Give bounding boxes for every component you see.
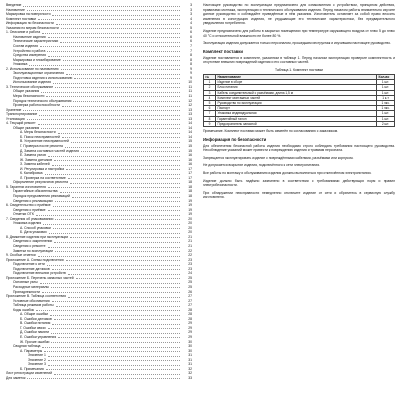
column-header: Кол-во [377, 74, 395, 79]
toc-entry-title: Для заметок [6, 375, 26, 380]
toc-entry-page: 21 [188, 244, 192, 249]
toc-entry-title: Сведения о приёмке [13, 207, 46, 212]
toc-entry-page: 7 [190, 48, 192, 53]
intro-paragraph-1: Настоящее руководство по эксплуатации предназначено для ознакомления с устройством, принципом действия, правилами монтажа, эксплуатации и технического обслуживания изделия. Перед началом работы внимательно изучите данное руководство и соблюдайте приведённые в нём указания. Изготовитель оставляет за собой право вносить изменения в конструкцию изделия, не ухудшающие его технические характеристики, без предварительного уведомления потребителя. [203, 3, 395, 26]
table-cell: Руководство по эксплуатации [216, 100, 377, 105]
toc-entry-page: 18 [188, 194, 192, 199]
toc-entry-title: А. Общие ошибки [20, 312, 49, 317]
toc-entry-page: 31 [188, 357, 192, 362]
toc-leader-dots [41, 92, 180, 93]
toc-entry-title: Подключение к сети [13, 262, 45, 267]
table-cell: 1 шт. [377, 90, 395, 95]
toc-leader-dots [27, 119, 180, 120]
toc-entry-page: 30 [188, 344, 192, 349]
toc-leader-dots [46, 96, 180, 97]
toc-entry-page: 19 [188, 198, 192, 203]
toc-leader-dots [41, 128, 180, 129]
complete-set-text: Изделие поставляется в комплекте, указанном в таблице 1. Перед началом эксплуатации проверьте комплектность и отсутствие внешних повреждений изделия и его составных частей. [203, 55, 395, 65]
toc-entry-title: И. Регулировка и настройка [20, 166, 64, 171]
toc-entry-title: 4. Текущий ремонт [6, 121, 36, 126]
toc-entry-page: 9 [190, 71, 192, 76]
table-cell: 1 экз. [377, 106, 395, 111]
toc-entry-title: Общие указания [13, 89, 40, 94]
toc-entry-title: Б. Дата упаковки [20, 230, 47, 235]
toc-entry-page: 20 [188, 230, 192, 235]
intro-paragraph-3: Эксплуатация изделия допускается только персоналом, прошедшим инструктаж и изучившим настоящее руководство. [203, 41, 391, 46]
toc-entry-page: 23 [188, 266, 192, 271]
toc-leader-dots [55, 251, 180, 252]
toc-leader-dots [39, 115, 180, 116]
toc-leader-dots [29, 65, 180, 66]
toc-entry-page: 3 [190, 12, 192, 17]
toc-leader-dots [27, 10, 180, 11]
safety-paragraph: Все работы по монтажу и обслуживанию изделия должны выполняться при отключённом электропитании. [203, 170, 372, 175]
table-cell: 1 [204, 80, 216, 85]
toc-leader-dots [49, 233, 180, 234]
toc-entry-title: Сведения о рекламациях [13, 198, 54, 203]
toc-entry-page: 5 [190, 25, 192, 30]
toc-leader-dots [53, 228, 180, 229]
toc-entry-title: 7. Сведения об упаковывании [6, 216, 54, 221]
toc-entry-page: 14 [188, 121, 192, 126]
toc-leader-dots [81, 151, 180, 152]
table-cell: 2 [204, 85, 216, 90]
toc-entry-title: Таблица режимов работы [13, 303, 54, 308]
toc-entry-page: 21 [188, 234, 192, 239]
toc-leader-dots [58, 337, 180, 338]
toc-entry-title: Б. Примечания [20, 366, 44, 371]
toc-entry-title: Хранение [6, 107, 22, 112]
toc-entry-title: Г. Проверка после ремонта [20, 144, 63, 148]
toc-leader-dots [62, 106, 180, 107]
table-cell: Паспорт [216, 106, 377, 111]
toc-leader-dots [52, 15, 180, 16]
toc-entry-page: 3 [190, 3, 192, 8]
toc-entry-page: 25 [188, 284, 192, 289]
toc-entry-title: Эксплуатационные ограничения [13, 71, 64, 76]
toc-leader-dots [38, 256, 180, 257]
toc-leader-dots [43, 224, 180, 225]
toc-entry-title: Значение 1 [28, 353, 46, 358]
toc-entry-title: Сводная таблица [13, 344, 41, 349]
toc-leader-dots [46, 369, 180, 370]
toc-entry-title: Общие указания [13, 125, 40, 130]
toc-entry-page: 13 [188, 112, 192, 117]
toc-entry-title: Сведения о ремонте [13, 244, 46, 249]
toc-leader-dots [48, 56, 180, 57]
toc-leader-dots [48, 356, 180, 357]
toc-entry-page: 8 [190, 62, 192, 67]
toc-entry-title: Проверка работоспособности [13, 103, 60, 108]
toc-entry-page: 10 [188, 80, 192, 85]
toc-entry-title: Д. Замена составных частей изделия [20, 148, 79, 153]
toc-leader-dots [54, 374, 180, 375]
toc-leader-dots [42, 33, 180, 34]
toc-entry-page: 29 [188, 321, 192, 326]
toc-entry-page: 4 [190, 16, 192, 21]
toc-entry-page: 16 [188, 162, 192, 167]
toc-entry-title: Комплект поставки [6, 16, 36, 21]
toc-entry-page: 25 [188, 275, 192, 280]
toc-leader-dots [53, 206, 180, 207]
toc-entry-title: Подключение датчиков [13, 266, 50, 271]
toc-entry-page: 22 [188, 253, 192, 258]
safety-paragraph: Не допускается вскрытие изделия, подключённого к сети электропитания. [203, 163, 320, 168]
toc-entry-title: Коды ошибок [13, 307, 34, 312]
toc-leader-dots [55, 201, 180, 202]
toc-entry-title: А. Параметры [20, 348, 43, 353]
toc-leader-dots [52, 324, 180, 325]
toc-leader-dots [51, 287, 180, 288]
toc-leader-dots [54, 319, 180, 320]
toc-entry-title: Средства измерения [13, 53, 47, 58]
toc-leader-dots [72, 197, 180, 198]
toc-leader-dots [56, 24, 180, 25]
complete-set-heading: Комплект поставки [203, 48, 243, 54]
toc-entry-title: Лист регистрации изменений [6, 371, 52, 376]
table-cell: 1 к-т [377, 95, 395, 100]
table-cell: Гарантийный талон [216, 116, 377, 121]
toc-entry-title: Назначение [6, 7, 25, 12]
table-cell: Комплект монтажных частей [216, 95, 377, 100]
toc-entry-title: Сведения о закреплении [13, 239, 53, 244]
toc-entry-title: Л. Проверка на соответствие [20, 175, 66, 180]
table-cell: Упаковка индивидуальная [216, 111, 377, 116]
table-cell: Изделие в сборе [216, 80, 377, 85]
toc-leader-dots [73, 101, 180, 102]
toc-entry-title: З. Замена кабелей [20, 162, 50, 167]
toc-leader-dots [50, 315, 180, 316]
toc-leader-dots [66, 260, 180, 261]
toc-leader-dots [44, 351, 180, 352]
toc-entry-page: 32 [188, 371, 192, 376]
toc-entry-title: 6. Свидетельство о приёмке [6, 203, 51, 208]
toc-entry-title: 5. Гарантии изготовителя [6, 184, 46, 189]
toc-entry-title: Введение [6, 3, 22, 8]
toc-entry-page: 8 [190, 57, 192, 62]
toc-entry-page: 18 [188, 189, 192, 194]
toc-leader-dots [48, 360, 180, 361]
toc-entry-title: Указания по мерам безопасности [6, 25, 59, 30]
toc-leader-dots [45, 174, 180, 175]
toc-entry-title: В. Ошибки питания [20, 321, 51, 326]
toc-entry-title: Подготовка изделия к использованию [13, 75, 73, 80]
toc-entry-page: 27 [188, 298, 192, 303]
toc-entry-title: Расходные материалы [13, 284, 49, 289]
table-cell: 3 [204, 90, 216, 95]
toc-entry-title: Назначение изделия [13, 34, 46, 39]
table-cell: 1 шт. [377, 111, 395, 116]
toc-leader-dots [63, 60, 180, 61]
toc-entry-page: 8 [190, 53, 192, 58]
toc-entry-title: В. Устранение неисправностей [20, 139, 69, 144]
toc-entry-page: 28 [188, 307, 192, 312]
complete-set-table [203, 74, 395, 127]
toc-entry-title: Ж. Прочие ошибки [20, 339, 50, 344]
toc-leader-dots [71, 142, 180, 143]
toc-leader-dots [23, 6, 180, 7]
toc-leader-dots [52, 165, 180, 166]
toc-entry[interactable] [6, 376, 192, 381]
toc-entry-page: 19 [188, 212, 192, 217]
body-column [203, 3, 395, 203]
toc-entry-page: 16 [188, 153, 192, 158]
table-of-contents [6, 3, 192, 380]
toc-leader-dots [42, 347, 180, 348]
toc-leader-dots [76, 278, 180, 279]
table-note: Примечание. Комплект поставки может быть изменён по согласованию с заказчиком. [203, 128, 339, 133]
toc-entry-title: Меры безопасности [13, 93, 45, 98]
toc-entry-title: Е. Ошибки управления [20, 334, 57, 339]
toc-leader-dots [70, 237, 180, 238]
toc-entry-title: К. Калибровка [20, 171, 43, 176]
table-cell: 1 шт. [377, 85, 395, 90]
toc-leader-dots [36, 215, 180, 216]
toc-entry-title: Маркировка и пломбирование [13, 57, 61, 62]
table-cell: 2 шт. [377, 121, 395, 126]
toc-leader-dots [48, 156, 180, 157]
toc-entry-page: 18 [188, 184, 192, 189]
toc-entry-title: Устройство и работа [13, 48, 46, 53]
toc-leader-dots [70, 183, 180, 184]
toc-entry-title: Упаковка [13, 62, 28, 67]
toc-leader-dots [61, 28, 180, 29]
toc-entry-page: 25 [188, 280, 192, 285]
safety-paragraph: Запрещается эксплуатировать изделие с повреждёнными кабелями, разъёмами или корпусом. [203, 155, 354, 160]
toc-entry-title: Упаковка изделия [13, 221, 42, 226]
table-cell: Кабель соединительный с разъёмами, длина 1,5 м [216, 90, 377, 95]
toc-entry-title: Использование изделия [13, 80, 52, 85]
toc-leader-dots [60, 42, 180, 43]
intro-paragraph-2: Изделие предназначено для работы в закрытых помещениях при температуре окружающего воздуха от плюс 5 до плюс 40 °С и относительной влажности не более 80 %. [203, 28, 395, 38]
toc-entry-page: 9 [190, 75, 192, 80]
toc-entry-page: 31 [188, 362, 192, 367]
toc-entry-title: Значение 3 [28, 362, 46, 367]
toc-entry-page: 16 [188, 157, 192, 162]
toc-entry-page: 14 [188, 134, 192, 139]
toc-entry-page: 13 [188, 107, 192, 112]
toc-entry-page: 20 [188, 225, 192, 230]
toc-leader-dots [40, 283, 180, 284]
toc-entry-page: 6 [190, 30, 192, 35]
toc-leader-dots [51, 342, 180, 343]
toc-entry-page: 32 [188, 366, 192, 371]
toc-entry-title: Утилизация [6, 116, 25, 121]
toc-leader-dots [48, 37, 180, 38]
toc-entry-page: 15 [188, 144, 192, 148]
toc-leader-dots [38, 19, 180, 20]
toc-leader-dots [52, 269, 180, 270]
toc-leader-dots [27, 378, 180, 379]
toc-leader-dots [58, 133, 180, 134]
toc-entry-title: Заметки по эксплуатации [13, 248, 53, 253]
toc-entry-page: 29 [188, 325, 192, 330]
toc-entry-page: 15 [188, 139, 192, 144]
table-cell: Предохранитель запасной [216, 121, 377, 126]
toc-entry-page: 11 [188, 89, 192, 94]
toc-entry-page: 11 [188, 93, 192, 98]
toc-leader-dots [48, 187, 180, 188]
toc-entry-page: 28 [188, 312, 192, 317]
toc-entry-page: 12 [188, 98, 192, 103]
toc-entry-page: 9 [190, 66, 192, 71]
toc-leader-dots [36, 310, 180, 311]
toc-leader-dots [47, 265, 180, 266]
toc-entry-title: Основные узлы [13, 280, 38, 285]
toc-entry-title: Гарантийные обязательства [13, 189, 58, 194]
toc-entry-page: 20 [188, 216, 192, 221]
toc-entry-page: 14 [188, 130, 192, 135]
toc-leader-dots [60, 192, 180, 193]
toc-entry-title: Значение 2 [28, 357, 46, 362]
toc-entry-page: 13 [188, 116, 192, 121]
toc-leader-dots [48, 328, 180, 329]
toc-entry-page: 26 [188, 289, 192, 294]
toc-leader-dots [68, 297, 180, 298]
toc-entry-title: 2. Использование по назначению [6, 66, 59, 71]
toc-entry-title: 1. Описание и работа [6, 30, 41, 35]
toc-leader-dots [47, 51, 180, 52]
toc-leader-dots [48, 247, 180, 248]
toc-entry-page: 15 [188, 148, 192, 153]
table-row [204, 121, 395, 126]
toc-leader-dots [68, 274, 180, 275]
toc-leader-dots [61, 69, 180, 70]
toc-entry-page: 11 [188, 84, 192, 89]
toc-entry-page: 19 [188, 207, 192, 212]
toc-entry-title: Оформление результатов ремонта [13, 180, 69, 185]
safety-heading: Информация по безопасности [203, 136, 267, 142]
safety-paragraph: При обнаружении неисправности немедленно отключите изделие от сети и обратитесь в сервисную службу изготовителя. [203, 190, 395, 200]
toc-entry-page: 28 [188, 316, 192, 321]
toc-entry-title: Технические характеристики [13, 39, 59, 44]
toc-leader-dots [38, 124, 180, 125]
toc-entry-page: 7 [190, 43, 192, 48]
toc-entry-page: 30 [188, 348, 192, 353]
toc-entry-title: Д. Ошибки памяти [20, 330, 50, 335]
table-cell: 9 [204, 121, 216, 126]
toc-leader-dots [74, 78, 180, 79]
toc-leader-dots [48, 210, 181, 211]
table-cell: 5 [204, 100, 216, 105]
toc-entry-title: Принадлежности [13, 289, 40, 294]
toc-leader-dots [66, 74, 180, 75]
safety-paragraph: Изделие должно быть надёжно заземлено в соответствии с требованиями действующих норм и правил электробезопасности. [203, 178, 395, 188]
toc-entry-page: 14 [188, 125, 192, 130]
toc-entry-page: 19 [188, 203, 192, 208]
toc-entry-page: 22 [188, 248, 192, 253]
table-cell: 1 шт. [377, 116, 395, 121]
toc-leader-dots [53, 83, 180, 84]
toc-entry-title: Б. Ошибки датчиков [20, 316, 52, 321]
table-cell: 4 [204, 95, 216, 100]
toc-leader-dots [48, 365, 180, 366]
table-caption: Таблица 1. Комплект поставки [275, 67, 323, 72]
column-header: Наименование [216, 74, 377, 79]
toc-entry-title: Приложение А. Схемы подключения [6, 257, 64, 262]
toc-entry-page: 24 [188, 271, 192, 276]
toc-entry-page: 3 [190, 7, 192, 12]
toc-entry-title: Ж. Замена датчиков [20, 157, 53, 162]
toc-entry-title: Отметки ОТК [13, 212, 34, 217]
toc-entry-page: 18 [188, 180, 192, 185]
toc-entry-page: 20 [188, 221, 192, 226]
toc-entry-title: 9. Особые отметки [6, 253, 36, 258]
toc-leader-dots [68, 178, 180, 179]
toc-leader-dots [42, 292, 180, 293]
toc-entry-title: Порядок технического обслуживания [13, 98, 72, 103]
toc-entry-title: 3. Техническое обслуживание [6, 84, 54, 89]
toc-entry-page: 31 [188, 353, 192, 358]
toc-leader-dots [40, 46, 180, 47]
toc-entry-page: 4 [190, 21, 192, 26]
toc-entry-title: Приложение Б. Перечень запасных частей [6, 275, 74, 280]
table-cell: 6 [204, 106, 216, 111]
toc-entry-title: А. Меры безопасности [20, 130, 56, 135]
toc-leader-dots [23, 110, 180, 111]
toc-entry-title: 8. Движение изделия при эксплуатации [6, 234, 69, 239]
toc-entry-title: Состав изделия [13, 43, 39, 48]
toc-entry-page: 6 [190, 39, 192, 44]
table-cell: Блок питания [216, 85, 377, 90]
table-cell: 1 шт. [377, 80, 395, 85]
toc-leader-dots [65, 147, 180, 148]
table-cell: 8 [204, 116, 216, 121]
table-cell: 7 [204, 111, 216, 116]
toc-entry-title: Приложение В. Таблица соответствия [6, 294, 67, 299]
table-cell: 1 экз. [377, 100, 395, 105]
toc-entry-page: 17 [188, 171, 192, 176]
toc-entry-page: 12 [188, 103, 192, 108]
column-header: № [204, 74, 216, 79]
toc-entry-page: 33 [188, 375, 192, 380]
toc-entry-title: Порядок предъявления рекламаций [13, 194, 70, 199]
toc-entry-page: 21 [188, 239, 192, 244]
toc-leader-dots [56, 306, 180, 307]
toc-entry-title: Условные обозначения [13, 298, 50, 303]
toc-entry-page: 27 [188, 303, 192, 308]
toc-entry-title: А. Способ упаковки [20, 225, 51, 230]
toc-entry-title: Маркировка на поверхности [6, 12, 51, 17]
toc-leader-dots [66, 169, 180, 170]
toc-entry-page: 29 [188, 334, 192, 339]
toc-entry-page: 23 [188, 257, 192, 262]
toc-leader-dots [55, 219, 180, 220]
toc-leader-dots [51, 333, 180, 334]
toc-entry-page: 23 [188, 262, 192, 267]
toc-leader-dots [62, 137, 180, 138]
toc-leader-dots [55, 87, 180, 88]
toc-entry-page: 30 [188, 339, 192, 344]
toc-entry-title: Информация по безопасности [6, 21, 54, 26]
toc-entry-page: 17 [188, 166, 192, 171]
toc-entry-page: 6 [190, 34, 192, 39]
toc-leader-dots [54, 242, 180, 243]
toc-entry-title: Г. Ошибки связи [20, 325, 46, 330]
toc-entry-page: 29 [188, 330, 192, 335]
toc-entry-page: 27 [188, 294, 192, 299]
toc-leader-dots [54, 160, 180, 161]
toc-entry-page: 17 [188, 175, 192, 180]
toc-entry-title: Подключение внешних устройств [13, 271, 66, 276]
toc-entry-title: Б. Поиск неисправностей [20, 134, 60, 139]
toc-entry-title: Транспортирование [6, 112, 38, 117]
toc-leader-dots [52, 301, 180, 302]
safety-paragraph: Для обеспечения безопасной работы изделия необходимо строго соблюдать требования настоящего руководства. Несоблюдение указаний может привести к повреждению изделия и травмам персонала. [203, 143, 395, 153]
toc-entry-title: Е. Замена узлов [20, 153, 46, 158]
